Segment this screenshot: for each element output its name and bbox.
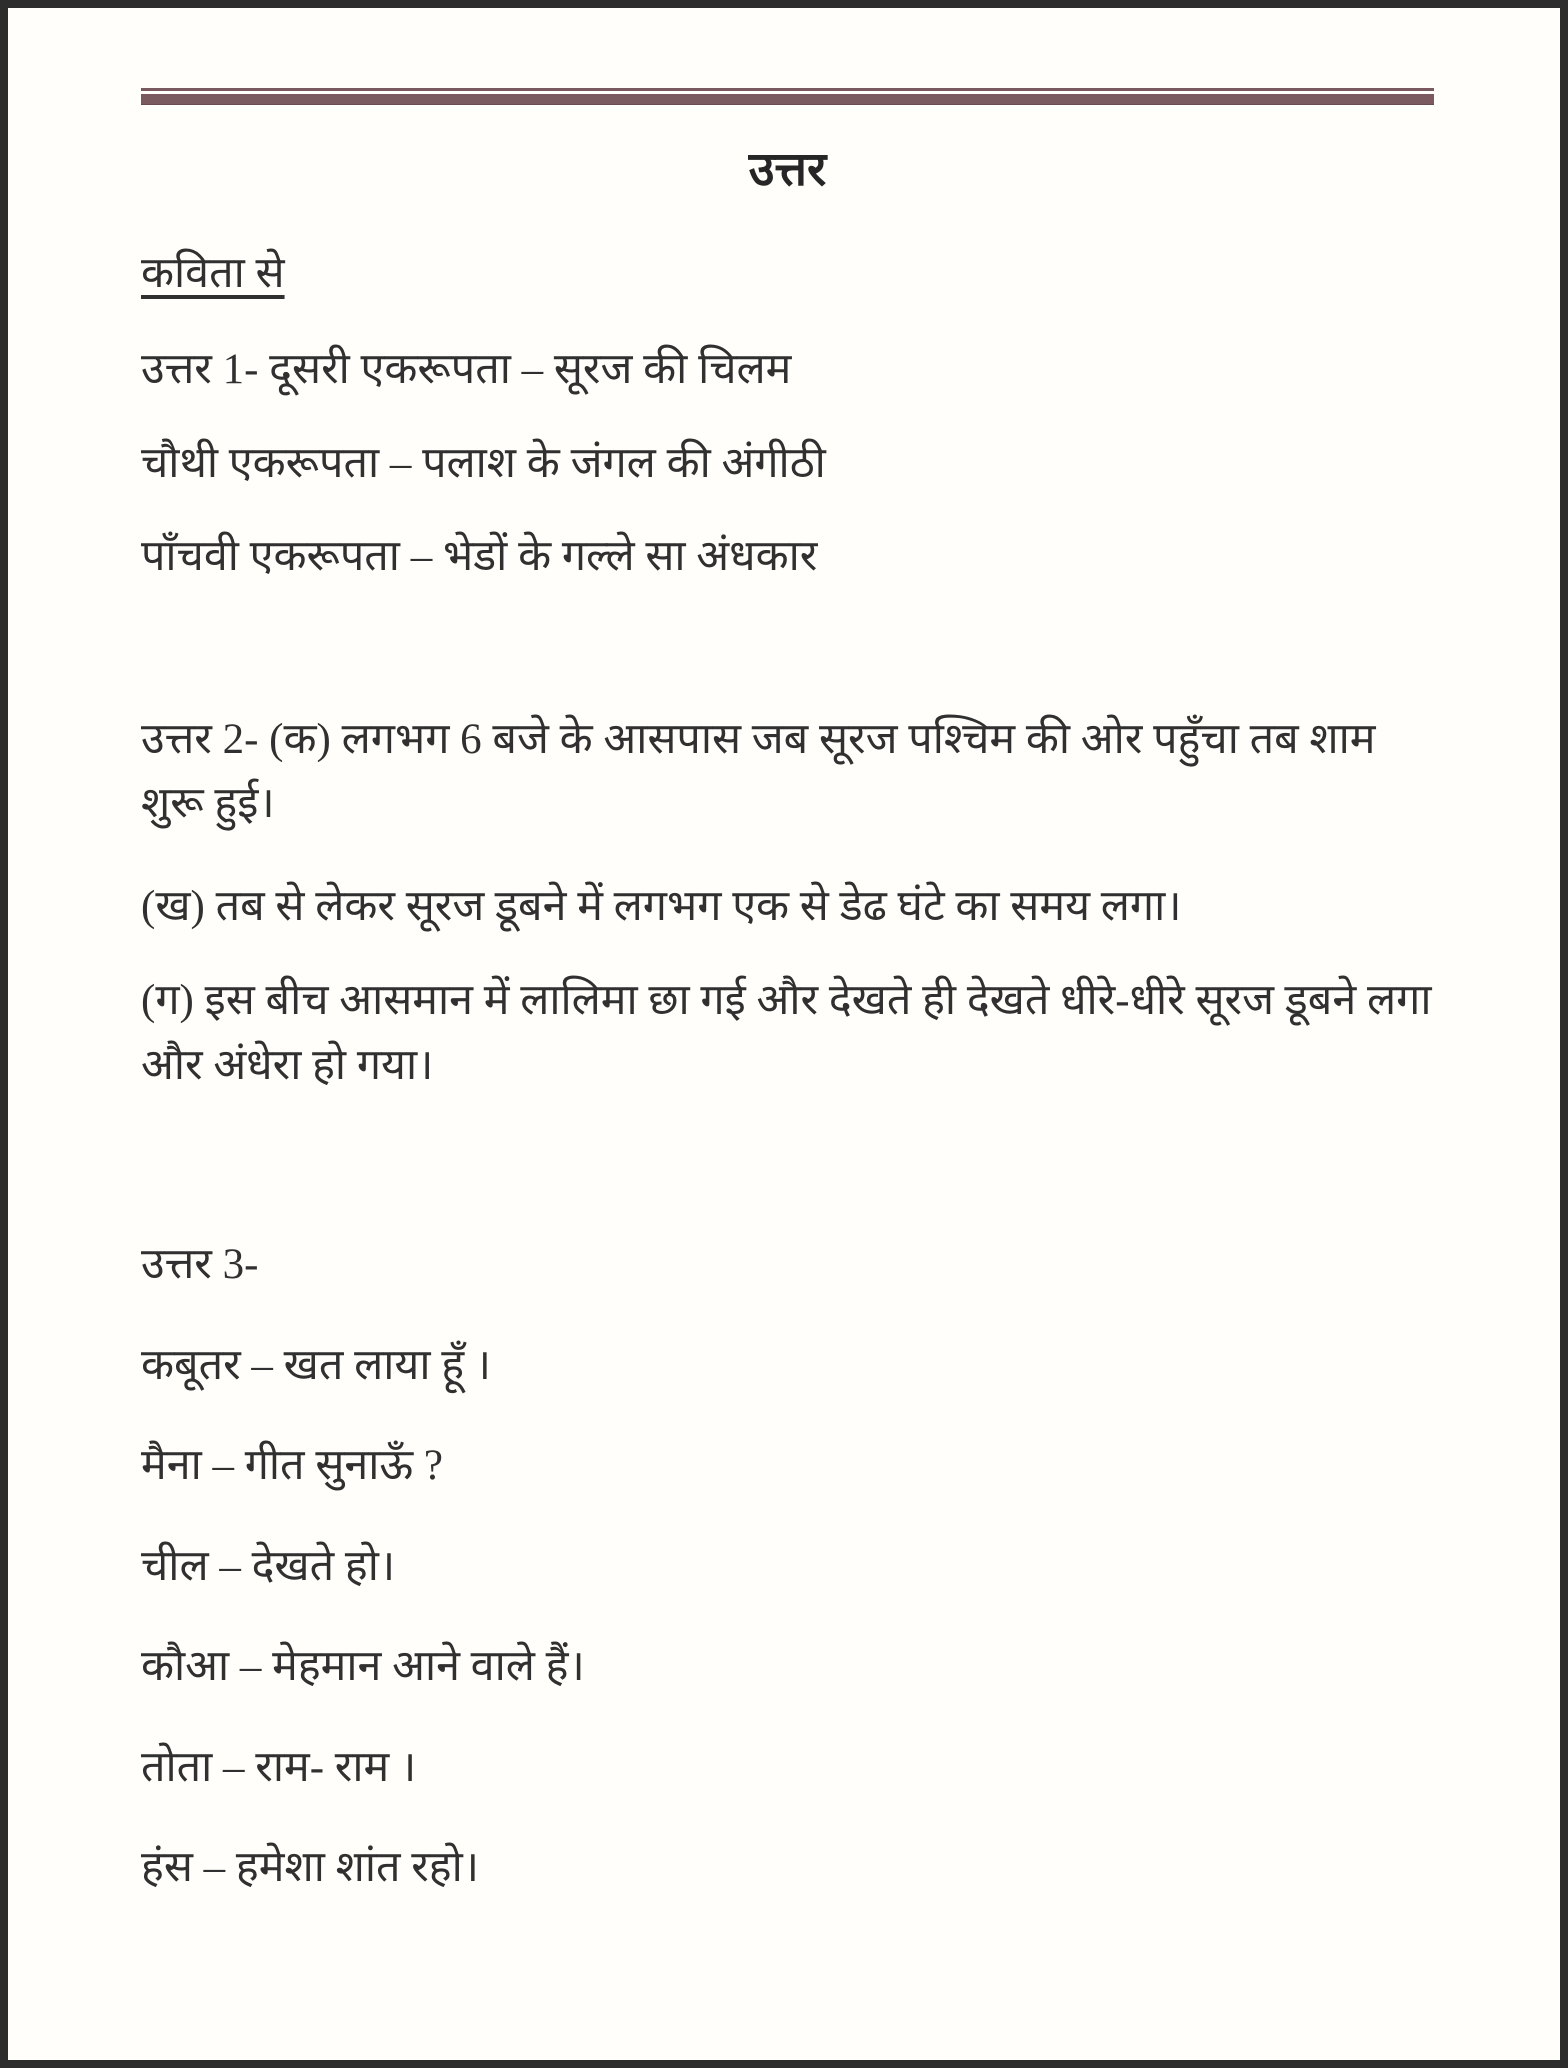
page-content: [8, 88, 1560, 2068]
section-heading-kavita-se: कविता से: [141, 249, 285, 297]
top-divider-rule: [141, 88, 1434, 105]
divider-thick-line: [141, 94, 1434, 105]
answer3-item-kauaa: कौआ – मेहमान आने वाले हैं।: [141, 1643, 585, 1691]
answer3-heading: उत्तर 3-: [141, 1241, 259, 1289]
answer3-item-kabutar: कबूतर – खत लाया हूँ ।: [141, 1341, 492, 1389]
answer1-line-2: चौथी एकरूपता – पलाश के जंगल की अंगीठी: [141, 439, 826, 487]
answer3-item-hans: हंस – हमेशा शांत रहो।: [141, 1844, 480, 1892]
page-title: उत्तर: [748, 144, 827, 196]
answer2-part-kha: (ख) तब से लेकर सूरज डूबने में लगभग एक से डेढ घंटे का समय लगा।: [141, 882, 1182, 930]
answer2-part-ka: उत्तर 2- (क) लगभग 6 बजे के आसपास जब सूरज पश्चिम की ओर पहुँचा तब शाम शुरू हुई।: [141, 715, 1376, 828]
answer1-line-3: पाँचवी एकरूपता – भेडों के गल्ले सा अंधकार: [141, 533, 818, 581]
answer3-item-tota: तोता – राम- राम ।: [141, 1743, 417, 1791]
answer3-item-cheel: चील – देखते हो।: [141, 1542, 396, 1590]
answer2-part-ga: (ग) इस बीच आसमान में लालिमा छा गई और देखते ही देखते धीरे-धीरे सूरज डूबने लगा और अंधेरा हो गया।: [141, 977, 1432, 1089]
answer1-line-1: उत्तर 1- दूसरी एकरूपता – सूरज की चिलम: [141, 346, 792, 394]
answer3-item-maina: मैना – गीत सुनाऊँ ?: [141, 1442, 443, 1490]
